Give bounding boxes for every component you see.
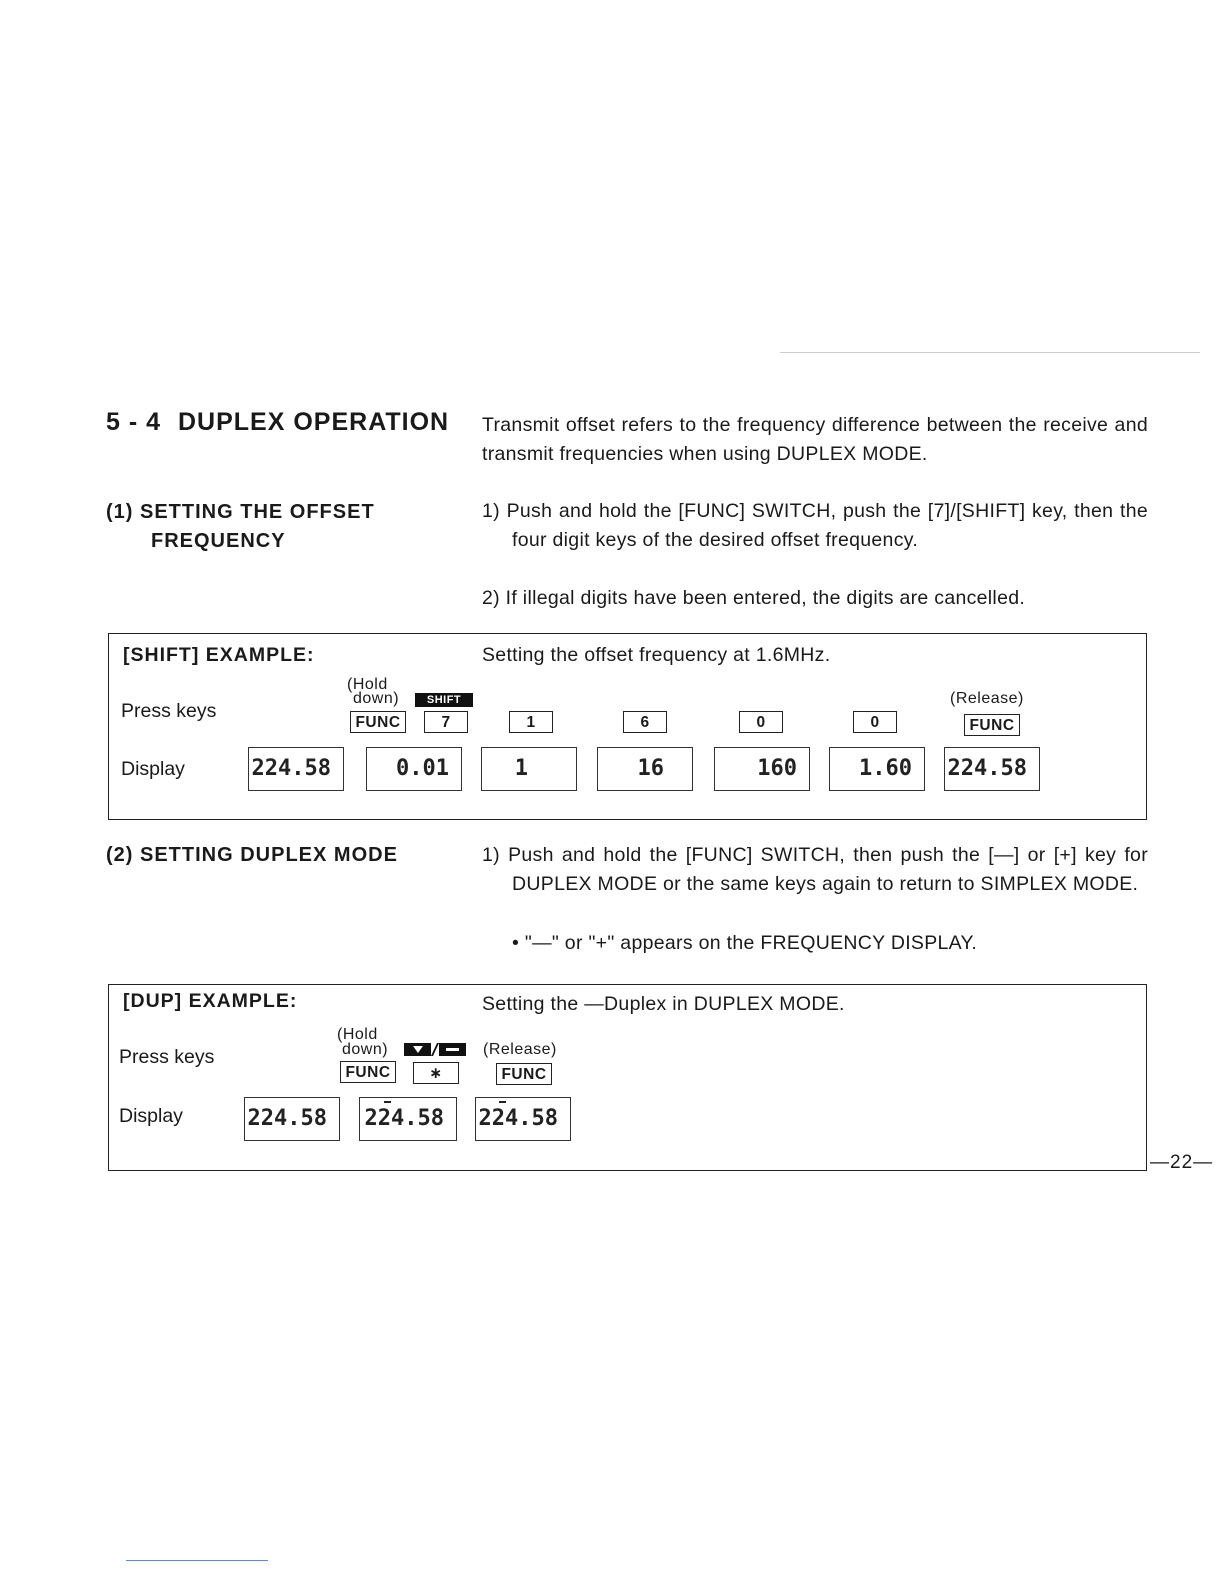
key-0: 0 <box>853 711 897 733</box>
lcd-display: 0.01 <box>366 747 462 791</box>
lcd-display: 16 <box>597 747 693 791</box>
shift-example-title: [SHIFT] EXAMPLE: <box>123 644 315 666</box>
lcd-display-minus: 224.58 <box>475 1097 571 1141</box>
lcd-display: 1 <box>481 747 577 791</box>
dup-example-title: [DUP] EXAMPLE: <box>123 990 298 1012</box>
shift-badge: SHIFT <box>415 693 473 707</box>
dup-example-description: Setting the —Duplex in DUPLEX MODE. <box>482 993 845 1015</box>
key-func: FUNC <box>964 714 1020 736</box>
offset-heading-line1: (1) SETTING THE OFFSET <box>106 501 375 523</box>
key-6: 6 <box>623 711 667 733</box>
lcd-display-minus: 224.58 <box>359 1097 457 1141</box>
section-title: DUPLEX OPERATION <box>178 408 450 436</box>
section-number: 5 - 4 <box>106 408 162 436</box>
key-func: FUNC <box>340 1061 396 1083</box>
section-intro: Transmit offset refers to the frequency difference between the receive and transmit frequencies when using DUPLEX MODE. <box>482 414 1148 465</box>
key-0: 0 <box>739 711 783 733</box>
shift-example-description: Setting the offset frequency at 1.6MHz. <box>482 644 831 666</box>
lcd-display: 224.58 <box>244 1097 340 1141</box>
press-keys-label: Press keys <box>119 1046 215 1068</box>
offset-step-1: 1) Push and hold the [FUNC] SWITCH, push the [7]/[SHIFT] key, then the four digit keys of the desired offset frequency. <box>482 500 1148 551</box>
lcd-display: 160 <box>714 747 810 791</box>
key-asterisk: ∗ <box>413 1062 459 1084</box>
dup-example-box <box>108 984 1147 1171</box>
scan-artifact-line <box>126 1560 268 1561</box>
key-1: 1 <box>509 711 553 733</box>
release-note: (Release) <box>483 1041 557 1058</box>
duplex-minus-indicator <box>384 1101 391 1103</box>
duplex-key-badge-icon <box>404 1043 466 1056</box>
shift-example-box <box>108 633 1147 820</box>
duplex-step-1: 1) Push and hold the [FUNC] SWITCH, then push the [—] or [+] key for DUPLEX MODE or the same keys again to return to SIMPLEX MODE. <box>482 844 1148 895</box>
hold-note-line2: down) <box>342 1041 389 1058</box>
key-func: FUNC <box>350 711 406 733</box>
duplex-bullet: • "—" or "+" appears on the FREQUENCY DISPLAY. <box>512 932 978 954</box>
lcd-display: 1.60 <box>829 747 925 791</box>
offset-step-2: 2) If illegal digits have been entered, the digits are cancelled. <box>482 587 1026 609</box>
hold-note-line2: down) <box>353 690 400 707</box>
lcd-display: 224.58 <box>248 747 344 791</box>
display-label: Display <box>121 758 185 780</box>
duplex-minus-indicator <box>499 1101 506 1103</box>
key-func: FUNC <box>496 1063 552 1085</box>
offset-heading-line2: FREQUENCY <box>151 530 286 552</box>
display-label: Display <box>119 1105 183 1127</box>
scan-artifact-line <box>780 352 1200 353</box>
hold-note-line1: (Hold <box>337 1026 378 1043</box>
lcd-display: 224.58 <box>944 747 1040 791</box>
duplex-heading: (2) SETTING DUPLEX MODE <box>106 844 398 866</box>
key-7: 7 <box>424 711 468 733</box>
hold-note-line1: (Hold <box>347 676 388 693</box>
page-number: —22— <box>1150 1152 1214 1173</box>
press-keys-label: Press keys <box>121 700 217 722</box>
release-note: (Release) <box>950 690 1024 707</box>
